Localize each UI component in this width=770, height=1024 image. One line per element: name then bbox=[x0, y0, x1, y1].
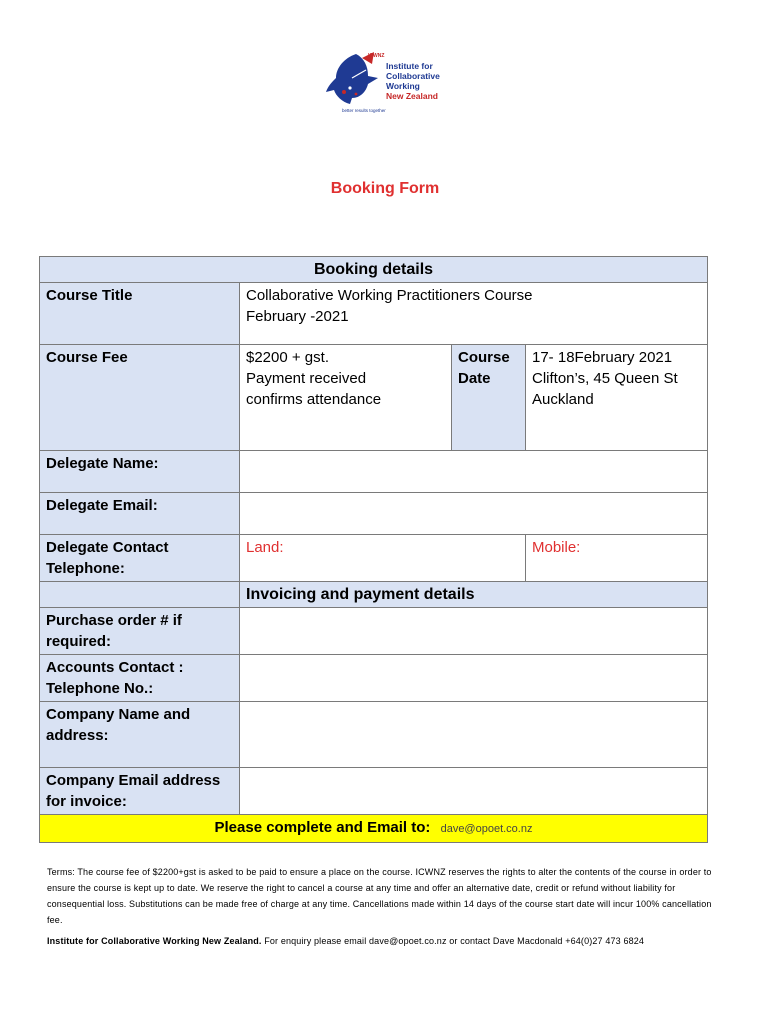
footer bbox=[47, 936, 747, 946]
invoicing-header-spacer bbox=[40, 582, 240, 608]
accounts-contact-label: Accounts Contact : Telephone No.: bbox=[40, 655, 240, 702]
accounts-contact-field[interactable] bbox=[240, 655, 708, 702]
footer-contact: For enquiry please email dave@opoet.co.nz or contact Dave Macdonald +64(0)27 473 6824 bbox=[261, 936, 645, 946]
submit-text: Please complete and Email to: bbox=[214, 819, 431, 836]
form-title: Booking Form bbox=[330, 180, 440, 197]
delegate-email-label: Delegate Email: bbox=[40, 493, 240, 535]
submit-email-link[interactable]: dave@opoet.co.nz bbox=[440, 823, 533, 835]
delegate-email-field[interactable] bbox=[240, 493, 708, 535]
course-title-value: Collaborative Working Practitioners Course February -2021 bbox=[240, 283, 708, 345]
logo-name: Institute for Collaborative Working New Zealand bbox=[386, 61, 440, 101]
course-title-label: Course Title bbox=[40, 283, 240, 345]
terms-text: Terms: The course fee of $2200+gst is asked to be paid to ensure a place on the course. ICWNZ reserves the rights to alter the contents of the course in order to ensure the course is kept up to date. We reserve the right to cancel a course at any time and offer an alternative date, credit or refund without liability for consequential loss. Substitutions can be made free of charge at any time. Cancellations made within 14 days of the course start date will incur 100% cancellation fee. bbox=[47, 867, 712, 925]
delegate-name-field[interactable] bbox=[240, 451, 708, 493]
course-date-label: Course Date bbox=[452, 345, 526, 451]
purchase-order-field[interactable] bbox=[240, 608, 708, 655]
mobile-phone-field[interactable]: Mobile: bbox=[526, 535, 708, 582]
course-date-value: 17- 18February 2021 Clifton’s, 45 Queen St Auckland bbox=[526, 345, 708, 451]
company-name-label: Company Name and address: bbox=[40, 702, 240, 768]
logo-tagline: better results together bbox=[342, 108, 386, 113]
invoicing-header: Invoicing and payment details bbox=[240, 582, 708, 608]
company-email-field[interactable] bbox=[240, 768, 708, 815]
course-fee-value: $2200 + gst. Payment received confirms attendance bbox=[240, 345, 452, 451]
purchase-order-label: Purchase order # if required: bbox=[40, 608, 240, 655]
company-name-field[interactable] bbox=[240, 702, 708, 768]
delegate-name-label: Delegate Name: bbox=[40, 451, 240, 493]
booking-form-table bbox=[39, 256, 708, 843]
logo-abbreviation: ICWNZ bbox=[368, 53, 385, 59]
footer-org: Institute for Collaborative Working New Zealand. bbox=[47, 936, 262, 946]
course-fee-label: Course Fee bbox=[40, 345, 240, 451]
land-phone-field[interactable]: Land: bbox=[240, 535, 526, 582]
company-email-label: Company Email address for invoice: bbox=[40, 768, 240, 815]
booking-details-header: Booking details bbox=[40, 257, 708, 283]
submit-instruction bbox=[40, 815, 708, 843]
icwnz-logo bbox=[322, 48, 452, 120]
delegate-phone-label: Delegate Contact Telephone: bbox=[40, 535, 240, 582]
